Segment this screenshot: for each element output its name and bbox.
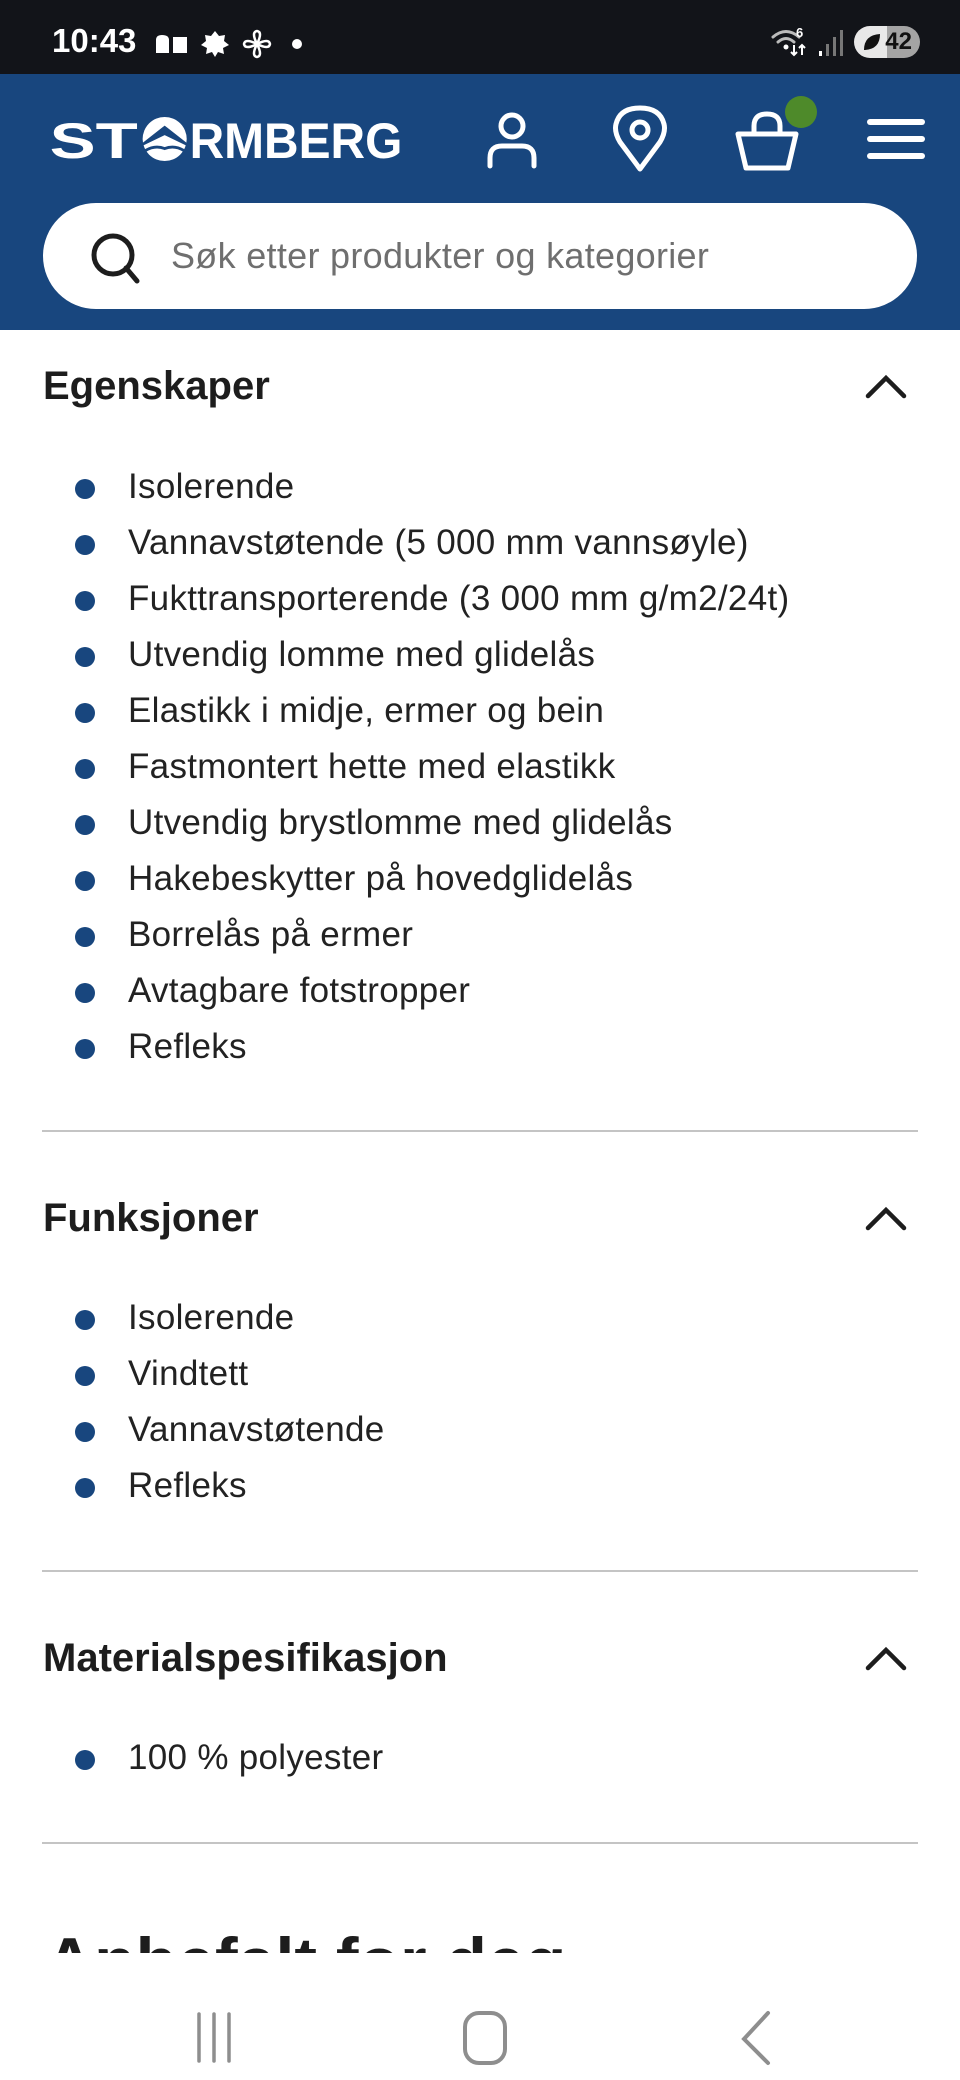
- cart-badge: [785, 96, 817, 128]
- battery-indicator: [854, 26, 920, 58]
- fan-icon: [241, 28, 273, 60]
- bullet-icon: [75, 703, 95, 723]
- status-right-icons: [770, 25, 920, 59]
- search-placeholder: Søk etter produkter og kategorier: [171, 235, 710, 276]
- section-title-funksjoner[interactable]: Funksjoner: [43, 1196, 259, 1240]
- search-bar[interactable]: [43, 203, 917, 309]
- bullet-icon: [75, 927, 95, 947]
- bullet-icon: [75, 1366, 95, 1386]
- bullet-icon: [75, 1750, 95, 1770]
- status-bar: [0, 0, 960, 74]
- section-divider: [42, 1570, 918, 1572]
- chevron-up-icon[interactable]: [864, 372, 908, 402]
- back-icon[interactable]: [738, 2009, 774, 2067]
- search-icon: [89, 231, 145, 287]
- status-time: 10:43: [52, 22, 137, 59]
- notification-icon: [155, 34, 189, 54]
- section-title-egenskaper[interactable]: Egenskaper: [43, 364, 270, 408]
- power-saving-leaf-icon: [862, 32, 882, 52]
- bullet-icon: [75, 759, 95, 779]
- bullet-icon: [75, 535, 95, 555]
- hamburger-menu-icon[interactable]: [866, 116, 926, 162]
- section-divider: [42, 1130, 918, 1132]
- store-location-icon[interactable]: [610, 104, 670, 174]
- signal-icon: [818, 27, 846, 57]
- status-notification-icons: [155, 28, 307, 60]
- system-navigation-bar: [0, 1953, 960, 2080]
- battery-level: 42: [885, 28, 912, 55]
- bullet-icon: [75, 983, 95, 1003]
- wifi-icon: [770, 25, 810, 59]
- bullet-icon: [75, 1478, 95, 1498]
- dot-icon: [283, 34, 307, 54]
- bullet-icon: [75, 1310, 95, 1330]
- bullet-icon: [75, 591, 95, 611]
- bullet-icon: [75, 1422, 95, 1442]
- bullet-icon: [75, 1039, 95, 1059]
- section-title-materialspesifikasjon[interactable]: Materialspesifikasjon: [43, 1636, 448, 1680]
- logo-mountain-o-icon: [143, 117, 187, 161]
- app-notification-icon: [199, 28, 231, 60]
- chevron-up-icon[interactable]: [864, 1644, 908, 1674]
- svg-text:6: 6: [796, 25, 804, 40]
- svg-text:ST: ST: [49, 116, 138, 162]
- home-icon[interactable]: [461, 2009, 509, 2067]
- svg-text:RMBERG: RMBERG: [189, 116, 403, 162]
- bullet-icon: [75, 479, 95, 499]
- chevron-up-icon[interactable]: [864, 1204, 908, 1234]
- recents-icon[interactable]: [193, 2011, 237, 2065]
- stormberg-logo[interactable]: [42, 116, 410, 162]
- account-user-icon[interactable]: [484, 110, 540, 170]
- bullet-icon: [75, 871, 95, 891]
- section-divider: [42, 1842, 918, 1844]
- bullet-icon: [75, 647, 95, 667]
- bullet-icon: [75, 815, 95, 835]
